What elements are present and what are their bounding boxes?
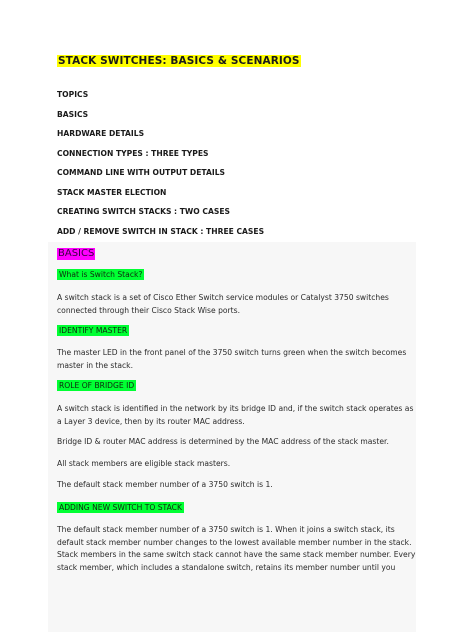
what-is-switch-stack-heading: What is Switch Stack? (59, 270, 143, 279)
what-is-switch-stack-text: A switch stack is a set of Cisco Ether Switch service modules or Catalyst 3750 switches connected through their Cisco Stack Wise ports. (57, 293, 389, 315)
topic-item: CONNECTION TYPES : THREE TYPES (57, 148, 209, 158)
topic-item: ADD / REMOVE SWITCH IN STACK : THREE CASES (57, 226, 265, 236)
identify-master-heading: IDENTIFY MASTER (59, 326, 128, 335)
topic-item: TOPICS (57, 90, 89, 99)
document-title: STACK SWITCHES: BASICS & SCENARIOS (58, 55, 300, 67)
bridge-id-text-3: All stack members are eligible stack masters. (57, 459, 231, 468)
bridge-id-text-1: A switch stack is identified in the network by its bridge ID and, if the switch stack operates as a Layer 3 device, then by its router MAC address. (57, 404, 414, 426)
adding-new-switch-text: The default stack member number of a 3750 switch is 1. When it joins a switch stack, its default stack member number changes to the lowest available member number in the stack. Stack members in the same switch stack cannot have the same stack member number. Every stack member, which includes a standalone switch, retains its member number until you (57, 525, 416, 572)
role-of-bridge-id-heading: ROLE OF BRIDGE ID (59, 381, 135, 390)
basics-heading: BASICS (58, 248, 95, 259)
identify-master-text: The master LED in the front panel of the 3750 switch turns green when the switch becomes master in the stack. (57, 348, 407, 370)
topic-item: BASICS (57, 109, 89, 119)
topic-item: CREATING SWITCH STACKS : TWO CASES (57, 207, 230, 216)
bridge-id-text-2: Bridge ID & router MAC address is determined by the MAC address of the stack master. (57, 437, 389, 446)
topic-item: COMMAND LINE WITH OUTPUT DETAILS (57, 168, 226, 177)
topics-list (57, 88, 264, 244)
topic-item: STACK MASTER ELECTION (57, 187, 167, 197)
topic-item: HARDWARE DETAILS (57, 129, 145, 138)
adding-new-switch-heading: ADDING NEW SWITCH TO STACK (59, 503, 182, 512)
bridge-id-text-4: The default stack member number of a 3750 switch is 1. (57, 480, 273, 489)
